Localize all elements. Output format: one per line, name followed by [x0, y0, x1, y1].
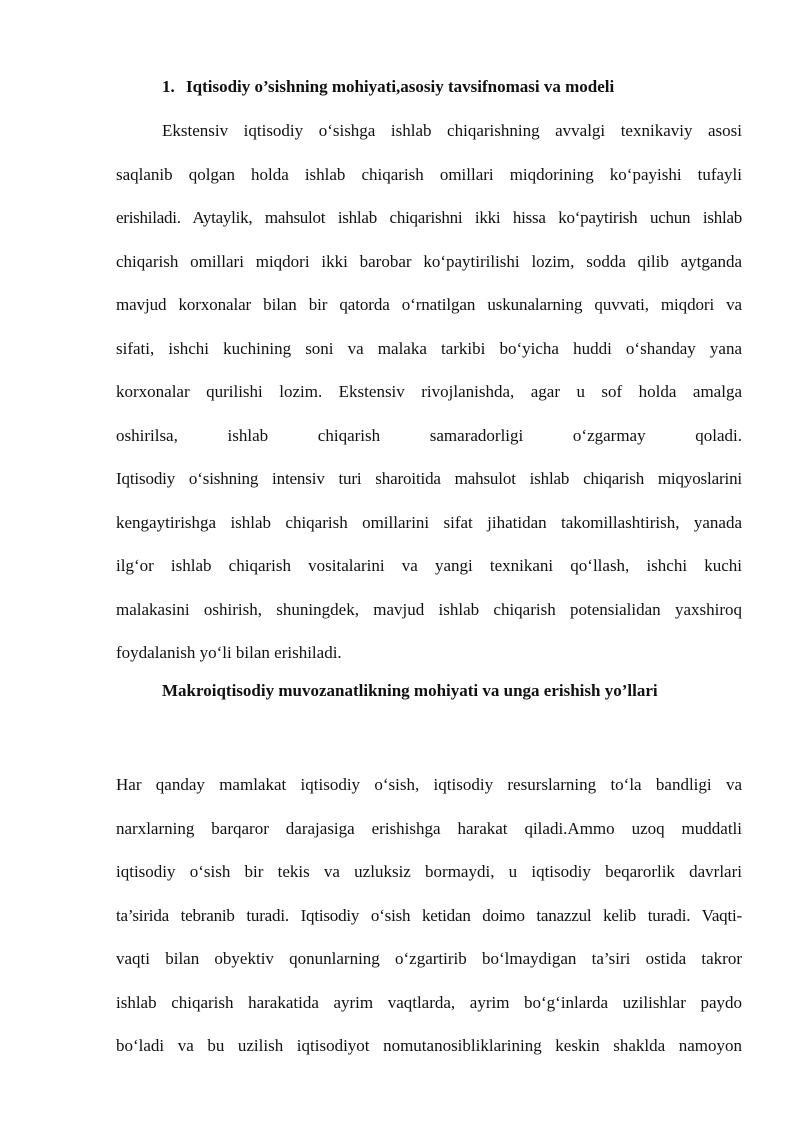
section-heading-1 [162, 76, 614, 98]
text-line: Iqtisodiy o‘sishning intensiv turi sharoitida mahsulot ishlab chiqarish miqyoslarini [116, 469, 742, 488]
text-line: bo‘ladi va bu uzilish iqtisodiyot nomutanosibliklarining keskin shaklda namoyon [116, 1036, 742, 1055]
text-line: foydalanish yo‘li bilan erishiladi. [116, 643, 342, 662]
text-line: mavjud korxonalar bilan bir qatorda o‘rnatilgan uskunalarning quvvati, miqdori va [116, 295, 742, 314]
text-line: ishlab chiqarish harakatida ayrim vaqtlarda, ayrim bo‘g‘inlarda uzilishlar paydo [116, 992, 742, 1012]
section-title: Iqtisodiy o’sishning mohiyati,asosiy tavsifnomasi va modeli [186, 77, 615, 96]
text-line: Har qanday mamlakat iqtisodiy o‘sish, iqtisodiy resurslarning to‘la bandligi va [116, 775, 742, 794]
paragraph-macroeconomic-equilibrium [116, 763, 742, 1068]
text-line: kengaytirishga ishlab chiqarish omillarini sifat jihatidan takomillashtirish, yanada [116, 512, 742, 532]
paragraph-extensive-intensive-growth [116, 109, 742, 675]
text-line: vaqti bilan obyektiv qonunlarning o‘zgartirib bo‘lmaydigan ta’siri ostida takror [116, 949, 742, 968]
text-line: narxlarning barqaror darajasiga erishishga harakat qiladi.Ammo uzoq muddatli [116, 818, 742, 838]
text-line: saqlanib qolgan holda ishlab chiqarish omillari miqdorining ko‘payishi tufayli [116, 164, 742, 184]
text-line: korxonalar qurilishi lozim. Ekstensiv rivojlanishda, agar u sof holda amalga [116, 382, 742, 401]
text-line: erishiladi. Aytaylik, mahsulot ishlab chiqarishni ikki hissa ko‘paytirish uchun ishlab [116, 208, 742, 227]
section-heading-2 [162, 680, 658, 702]
section-title: Makroiqtisodiy muvozanatlikning mohiyati va unga erishish yo’llari [162, 681, 658, 700]
text-line [116, 109, 742, 153]
text-line: iqtisodiy o‘sish bir tekis va uzluksiz bormaydi, u iqtisodiy beqarorlik davrlari [116, 862, 742, 881]
text-line: sifati, ishchi kuchining soni va malaka tarkibi bo‘yicha huddi o‘shanday yana [116, 338, 742, 358]
text-line: ta’sirida tebranib turadi. Iqtisodiy o‘sish ketidan doimo tanazzul kelib turadi. Vaqti- [116, 905, 742, 925]
section-number: 1. [162, 77, 175, 96]
text-line: ilg‘or ishlab chiqarish vositalarini va yangi texnikani qo‘llash, ishchi kuchi [116, 556, 742, 575]
text-line-content: Ekstensiv iqtisodiy o‘sishga ishlab chiqarishning avvalgi texnikaviy asosi [162, 121, 742, 140]
text-line: malakasini oshirish, shuningdek, mavjud ishlab chiqarish potensialidan yaxshiroq [116, 599, 742, 619]
text-line: chiqarish omillari miqdori ikki barobar ko‘paytirilishi lozim, sodda qilib aytganda [116, 251, 742, 271]
text-line: oshirilsa, ishlab chiqarish samaradorligi o‘zgarmay qoladi. [116, 425, 742, 445]
